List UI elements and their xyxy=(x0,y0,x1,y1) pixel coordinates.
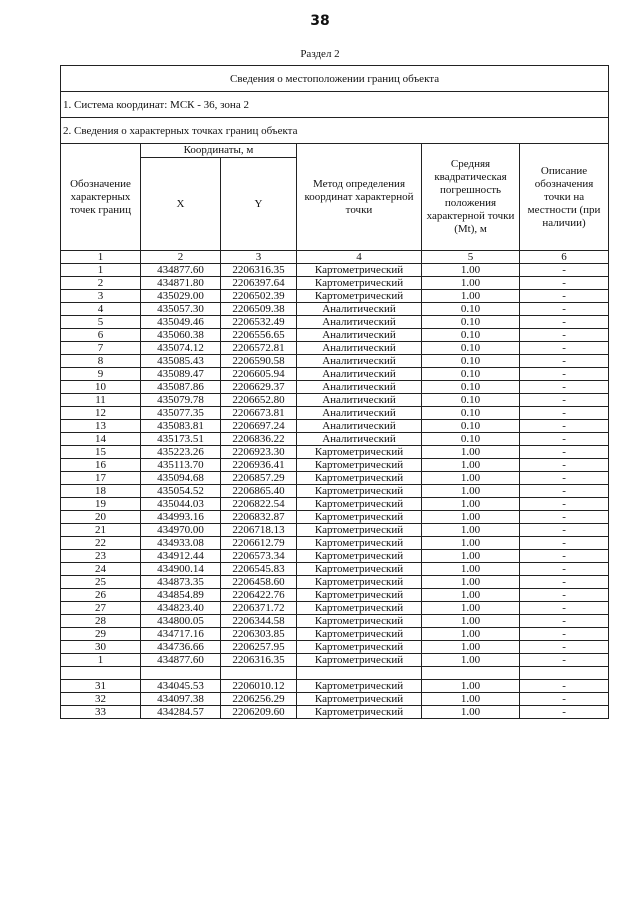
method-cell: Картометрический xyxy=(297,524,422,537)
point-number: 13 xyxy=(61,420,141,433)
description-cell: - xyxy=(520,602,609,615)
table-row xyxy=(61,394,609,407)
point-number: 1 xyxy=(61,654,141,667)
coord-x: 435044.03 xyxy=(141,498,221,511)
coord-y: 2206256.29 xyxy=(221,693,297,706)
description-cell: - xyxy=(520,485,609,498)
coord-y: 2206344.58 xyxy=(221,615,297,628)
description-cell: - xyxy=(520,329,609,342)
error-cell: 1.00 xyxy=(422,537,520,550)
point-number: 4 xyxy=(61,303,141,316)
method-cell: Картометрический xyxy=(297,446,422,459)
method-cell: Картометрический xyxy=(297,641,422,654)
column-number: 6 xyxy=(520,251,609,264)
error-cell: 1.00 xyxy=(422,654,520,667)
coord-x: 434717.16 xyxy=(141,628,221,641)
error-cell: 1.00 xyxy=(422,641,520,654)
empty-cell xyxy=(61,667,141,680)
error-cell: 1.00 xyxy=(422,589,520,602)
table-row xyxy=(61,316,609,329)
error-cell: 1.00 xyxy=(422,680,520,693)
coord-x: 435173.51 xyxy=(141,433,221,446)
point-number: 26 xyxy=(61,589,141,602)
method-cell: Картометрический xyxy=(297,459,422,472)
header-x: X xyxy=(141,158,221,251)
method-cell: Аналитический xyxy=(297,303,422,316)
error-cell: 0.10 xyxy=(422,329,520,342)
coord-x: 434097.38 xyxy=(141,693,221,706)
method-cell: Картометрический xyxy=(297,628,422,641)
error-cell: 1.00 xyxy=(422,511,520,524)
method-cell: Картометрический xyxy=(297,706,422,719)
method-cell: Картометрический xyxy=(297,680,422,693)
column-number: 3 xyxy=(221,251,297,264)
coord-y: 2206556.65 xyxy=(221,329,297,342)
point-number: 8 xyxy=(61,355,141,368)
coord-x: 434912.44 xyxy=(141,550,221,563)
table-row xyxy=(61,290,609,303)
coord-y: 2206865.40 xyxy=(221,485,297,498)
table-row xyxy=(61,420,609,433)
coord-y: 2206832.87 xyxy=(221,511,297,524)
column-number: 4 xyxy=(297,251,422,264)
description-cell: - xyxy=(520,472,609,485)
table-title: Сведения о местоположении границ объекта xyxy=(61,66,609,92)
point-number: 15 xyxy=(61,446,141,459)
coord-x: 435029.00 xyxy=(141,290,221,303)
coord-x: 435087.86 xyxy=(141,381,221,394)
empty-cell xyxy=(297,667,422,680)
table-row xyxy=(61,706,609,719)
coord-x: 434284.57 xyxy=(141,706,221,719)
point-number: 9 xyxy=(61,368,141,381)
method-cell: Картометрический xyxy=(297,654,422,667)
header-y: Y xyxy=(221,158,297,251)
coord-x: 435049.46 xyxy=(141,316,221,329)
page-number: 38 xyxy=(310,13,330,29)
point-number: 22 xyxy=(61,537,141,550)
coord-y: 2206458.60 xyxy=(221,576,297,589)
table-row xyxy=(61,550,609,563)
method-cell: Аналитический xyxy=(297,381,422,394)
point-number: 10 xyxy=(61,381,141,394)
coordinate-system-line: 1. Система координат: МСК - 36, зона 2 xyxy=(61,92,609,118)
coord-x: 434045.53 xyxy=(141,680,221,693)
method-cell: Картометрический xyxy=(297,511,422,524)
point-number: 14 xyxy=(61,433,141,446)
error-cell: 0.10 xyxy=(422,420,520,433)
method-cell: Аналитический xyxy=(297,368,422,381)
table-row xyxy=(61,563,609,576)
points-info-line: 2. Сведения о характерных точках границ объекта xyxy=(61,118,609,144)
table-row xyxy=(61,628,609,641)
description-cell: - xyxy=(520,342,609,355)
error-cell: 1.00 xyxy=(422,277,520,290)
error-cell: 1.00 xyxy=(422,706,520,719)
point-number: 17 xyxy=(61,472,141,485)
description-cell: - xyxy=(520,264,609,277)
method-cell: Картометрический xyxy=(297,563,422,576)
table-row xyxy=(61,368,609,381)
error-cell: 1.00 xyxy=(422,264,520,277)
point-number: 33 xyxy=(61,706,141,719)
method-cell: Картометрический xyxy=(297,615,422,628)
method-cell: Аналитический xyxy=(297,407,422,420)
description-cell: - xyxy=(520,641,609,654)
coord-x: 435113.70 xyxy=(141,459,221,472)
point-number: 23 xyxy=(61,550,141,563)
coord-y: 2206010.12 xyxy=(221,680,297,693)
coord-y: 2206836.22 xyxy=(221,433,297,446)
error-cell: 1.00 xyxy=(422,602,520,615)
coord-x: 434800.05 xyxy=(141,615,221,628)
description-cell: - xyxy=(520,394,609,407)
coord-y: 2206857.29 xyxy=(221,472,297,485)
point-number: 3 xyxy=(61,290,141,303)
table-row xyxy=(61,602,609,615)
coord-x: 435060.38 xyxy=(141,329,221,342)
coord-y: 2206936.41 xyxy=(221,459,297,472)
method-cell: Картометрический xyxy=(297,290,422,303)
coord-y: 2206371.72 xyxy=(221,602,297,615)
section-label: Раздел 2 xyxy=(300,48,340,60)
coord-x: 434933.08 xyxy=(141,537,221,550)
coord-y: 2206545.83 xyxy=(221,563,297,576)
coord-y: 2206697.24 xyxy=(221,420,297,433)
table-row xyxy=(61,303,609,316)
coord-y: 2206612.79 xyxy=(221,537,297,550)
point-number: 25 xyxy=(61,576,141,589)
table-row xyxy=(61,485,609,498)
boundary-points-table xyxy=(60,65,609,719)
table-row xyxy=(61,342,609,355)
coord-y: 2206923.30 xyxy=(221,446,297,459)
table-row-gap xyxy=(61,667,609,680)
point-number: 16 xyxy=(61,459,141,472)
empty-cell xyxy=(141,667,221,680)
coord-y: 2206629.37 xyxy=(221,381,297,394)
point-number: 20 xyxy=(61,511,141,524)
description-cell: - xyxy=(520,563,609,576)
description-cell: - xyxy=(520,537,609,550)
table-row xyxy=(61,498,609,511)
error-cell: 1.00 xyxy=(422,498,520,511)
coord-x: 434877.60 xyxy=(141,264,221,277)
column-number: 5 xyxy=(422,251,520,264)
coord-y: 2206509.38 xyxy=(221,303,297,316)
description-cell: - xyxy=(520,550,609,563)
coord-x: 434871.80 xyxy=(141,277,221,290)
coord-x: 435085.43 xyxy=(141,355,221,368)
method-cell: Картометрический xyxy=(297,498,422,511)
coord-y: 2206590.58 xyxy=(221,355,297,368)
table-row xyxy=(61,355,609,368)
coord-y: 2206397.64 xyxy=(221,277,297,290)
point-number: 29 xyxy=(61,628,141,641)
coord-y: 2206652.80 xyxy=(221,394,297,407)
empty-cell xyxy=(520,667,609,680)
empty-cell xyxy=(221,667,297,680)
description-cell: - xyxy=(520,693,609,706)
coord-x: 435223.26 xyxy=(141,446,221,459)
error-cell: 0.10 xyxy=(422,433,520,446)
coord-y: 2206673.81 xyxy=(221,407,297,420)
table-row xyxy=(61,277,609,290)
coord-x: 435083.81 xyxy=(141,420,221,433)
coord-x: 434823.40 xyxy=(141,602,221,615)
description-cell: - xyxy=(520,654,609,667)
empty-cell xyxy=(422,667,520,680)
description-cell: - xyxy=(520,446,609,459)
description-cell: - xyxy=(520,498,609,511)
description-cell: - xyxy=(520,277,609,290)
table-row xyxy=(61,446,609,459)
error-cell: 0.10 xyxy=(422,381,520,394)
error-cell: 1.00 xyxy=(422,485,520,498)
coord-y: 2206502.39 xyxy=(221,290,297,303)
description-cell: - xyxy=(520,589,609,602)
point-number: 5 xyxy=(61,316,141,329)
point-number: 2 xyxy=(61,277,141,290)
header-designation: Обозначение характерных точек границ xyxy=(61,144,141,251)
table-row xyxy=(61,615,609,628)
point-number: 7 xyxy=(61,342,141,355)
description-cell: - xyxy=(520,628,609,641)
coord-y: 2206316.35 xyxy=(221,654,297,667)
method-cell: Аналитический xyxy=(297,433,422,446)
coord-y: 2206573.34 xyxy=(221,550,297,563)
method-cell: Аналитический xyxy=(297,316,422,329)
table-row xyxy=(61,654,609,667)
point-number: 32 xyxy=(61,693,141,706)
coord-y: 2206303.85 xyxy=(221,628,297,641)
table-row xyxy=(61,459,609,472)
description-cell: - xyxy=(520,420,609,433)
description-cell: - xyxy=(520,576,609,589)
method-cell: Картометрический xyxy=(297,550,422,563)
error-cell: 1.00 xyxy=(422,576,520,589)
error-cell: 1.00 xyxy=(422,524,520,537)
method-cell: Картометрический xyxy=(297,485,422,498)
coord-x: 434970.00 xyxy=(141,524,221,537)
point-number: 24 xyxy=(61,563,141,576)
column-numbers-row xyxy=(61,251,609,264)
error-cell: 0.10 xyxy=(422,342,520,355)
point-number: 19 xyxy=(61,498,141,511)
table-row xyxy=(61,641,609,654)
method-cell: Картометрический xyxy=(297,277,422,290)
coord-x: 434736.66 xyxy=(141,641,221,654)
table-row xyxy=(61,693,609,706)
description-cell: - xyxy=(520,381,609,394)
column-number: 1 xyxy=(61,251,141,264)
coord-x: 434877.60 xyxy=(141,654,221,667)
table-row xyxy=(61,576,609,589)
error-cell: 1.00 xyxy=(422,290,520,303)
description-cell: - xyxy=(520,407,609,420)
point-number: 30 xyxy=(61,641,141,654)
coord-y: 2206316.35 xyxy=(221,264,297,277)
method-cell: Аналитический xyxy=(297,355,422,368)
method-cell: Картометрический xyxy=(297,602,422,615)
coord-x: 434873.35 xyxy=(141,576,221,589)
point-number: 21 xyxy=(61,524,141,537)
description-cell: - xyxy=(520,524,609,537)
error-cell: 1.00 xyxy=(422,615,520,628)
method-cell: Картометрический xyxy=(297,576,422,589)
header-method: Метод определения координат характерной точки xyxy=(297,144,422,251)
error-cell: 0.10 xyxy=(422,368,520,381)
coord-y: 2206532.49 xyxy=(221,316,297,329)
error-cell: 0.10 xyxy=(422,394,520,407)
table-row xyxy=(61,589,609,602)
coord-y: 2206572.81 xyxy=(221,342,297,355)
table-row xyxy=(61,524,609,537)
method-cell: Аналитический xyxy=(297,342,422,355)
header-description: Описание обозначения точки на местности (при наличии) xyxy=(520,144,609,251)
description-cell: - xyxy=(520,368,609,381)
header-coordinates: Координаты, м xyxy=(141,144,297,158)
table-row xyxy=(61,329,609,342)
error-cell: 1.00 xyxy=(422,446,520,459)
error-cell: 0.10 xyxy=(422,316,520,329)
error-cell: 0.10 xyxy=(422,355,520,368)
coord-y: 2206257.95 xyxy=(221,641,297,654)
coord-x: 435077.35 xyxy=(141,407,221,420)
error-cell: 1.00 xyxy=(422,628,520,641)
coord-y: 2206822.54 xyxy=(221,498,297,511)
method-cell: Аналитический xyxy=(297,329,422,342)
point-number: 1 xyxy=(61,264,141,277)
coord-y: 2206209.60 xyxy=(221,706,297,719)
coord-x: 435079.78 xyxy=(141,394,221,407)
description-cell: - xyxy=(520,355,609,368)
coord-x: 434854.89 xyxy=(141,589,221,602)
error-cell: 1.00 xyxy=(422,563,520,576)
point-number: 11 xyxy=(61,394,141,407)
description-cell: - xyxy=(520,680,609,693)
point-number: 31 xyxy=(61,680,141,693)
coord-x: 435054.52 xyxy=(141,485,221,498)
coord-x: 435057.30 xyxy=(141,303,221,316)
method-cell: Картометрический xyxy=(297,537,422,550)
table-row xyxy=(61,680,609,693)
error-cell: 0.10 xyxy=(422,407,520,420)
description-cell: - xyxy=(520,459,609,472)
coord-y: 2206605.94 xyxy=(221,368,297,381)
table-row xyxy=(61,472,609,485)
header-error: Средняя квадратическая погрешность положения характерной точки (Mt), м xyxy=(422,144,520,251)
description-cell: - xyxy=(520,511,609,524)
description-cell: - xyxy=(520,615,609,628)
point-number: 27 xyxy=(61,602,141,615)
coord-x: 434900.14 xyxy=(141,563,221,576)
description-cell: - xyxy=(520,706,609,719)
point-number: 18 xyxy=(61,485,141,498)
point-number: 28 xyxy=(61,615,141,628)
coord-x: 434993.16 xyxy=(141,511,221,524)
description-cell: - xyxy=(520,433,609,446)
table-row xyxy=(61,264,609,277)
table-row xyxy=(61,433,609,446)
error-cell: 1.00 xyxy=(422,693,520,706)
error-cell: 1.00 xyxy=(422,459,520,472)
table-row xyxy=(61,537,609,550)
coord-x: 435089.47 xyxy=(141,368,221,381)
point-number: 6 xyxy=(61,329,141,342)
error-cell: 0.10 xyxy=(422,303,520,316)
table-row xyxy=(61,511,609,524)
method-cell: Аналитический xyxy=(297,420,422,433)
error-cell: 1.00 xyxy=(422,472,520,485)
point-number: 12 xyxy=(61,407,141,420)
method-cell: Картометрический xyxy=(297,472,422,485)
table-row xyxy=(61,407,609,420)
description-cell: - xyxy=(520,316,609,329)
description-cell: - xyxy=(520,290,609,303)
method-cell: Картометрический xyxy=(297,589,422,602)
column-number: 2 xyxy=(141,251,221,264)
coord-x: 435074.12 xyxy=(141,342,221,355)
method-cell: Картометрический xyxy=(297,264,422,277)
table-row xyxy=(61,381,609,394)
coord-y: 2206718.13 xyxy=(221,524,297,537)
coord-x: 435094.68 xyxy=(141,472,221,485)
method-cell: Картометрический xyxy=(297,693,422,706)
method-cell: Аналитический xyxy=(297,394,422,407)
description-cell: - xyxy=(520,303,609,316)
coord-y: 2206422.76 xyxy=(221,589,297,602)
error-cell: 1.00 xyxy=(422,550,520,563)
